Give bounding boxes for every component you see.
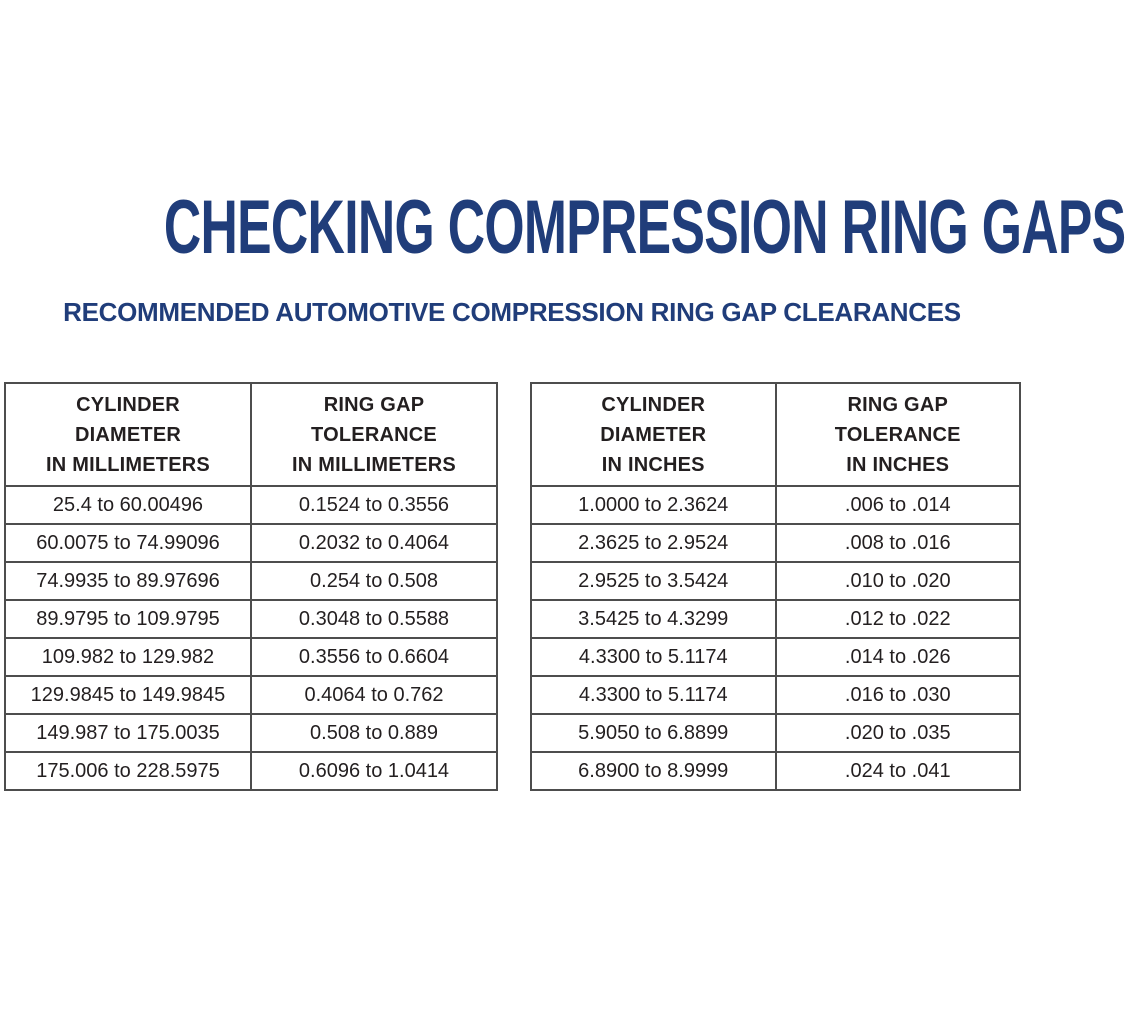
table-row: [531, 524, 1020, 562]
table-row: [531, 714, 1020, 752]
table-cell: 109.982 to 129.982: [5, 638, 251, 676]
table-row: [5, 562, 497, 600]
header-line: CYLINDER: [601, 393, 706, 416]
table-row: [531, 600, 1020, 638]
table-cell: 0.4064 to 0.762: [251, 676, 497, 714]
header-line: CYLINDER: [76, 393, 180, 416]
table-row: [5, 676, 497, 714]
table-row: [5, 638, 497, 676]
table-cell: 4.3300 to 5.1174: [531, 638, 776, 676]
header-line: DIAMETER: [74, 423, 182, 446]
header-cell: [5, 383, 251, 486]
header-line: TOLERANCE: [311, 423, 437, 446]
table-cell: .006 to .014: [776, 486, 1021, 524]
table-row: [531, 562, 1020, 600]
table-row: [5, 524, 497, 562]
ring-gap-table-millimeters: [4, 382, 498, 791]
table-cell: 25.4 to 60.00496: [5, 486, 251, 524]
table-cell: 0.3048 to 0.5588: [251, 600, 497, 638]
header-row: [531, 383, 1020, 486]
header-line: IN INCHES: [846, 453, 950, 476]
table-cell: 60.0075 to 74.99096: [5, 524, 251, 562]
table-row: [531, 486, 1020, 524]
page-title: CHECKING COMPRESSION RING GAPS: [163, 185, 1125, 270]
table-cell: .024 to .041: [776, 752, 1021, 790]
table-cell: 0.6096 to 1.0414: [251, 752, 497, 790]
header-line: DIAMETER: [600, 423, 707, 446]
table-cell: 0.508 to 0.889: [251, 714, 497, 752]
table-cell: 6.8900 to 8.9999: [531, 752, 776, 790]
table-cell: 0.1524 to 0.3556: [251, 486, 497, 524]
table-cell: .020 to .035: [776, 714, 1021, 752]
header-line: RING GAP: [323, 393, 425, 416]
table-cell: .016 to .030: [776, 676, 1021, 714]
page-subtitle: RECOMMENDED AUTOMOTIVE COMPRESSION RING GAP CLEARANCES: [63, 297, 961, 327]
header-line: IN MILLIMETERS: [292, 453, 456, 476]
table-row: [5, 752, 497, 790]
table-row: [5, 486, 497, 524]
table-cell: 3.5425 to 4.3299: [531, 600, 776, 638]
table-cell: .008 to .016: [776, 524, 1021, 562]
table-row: [5, 600, 497, 638]
table-cell: .012 to .022: [776, 600, 1021, 638]
table-cell: 89.9795 to 109.9795: [5, 600, 251, 638]
table-cell: 2.9525 to 3.5424: [531, 562, 776, 600]
table-cell: 74.9935 to 89.97696: [5, 562, 251, 600]
table-cell: 175.006 to 228.5975: [5, 752, 251, 790]
table-cell: 4.3300 to 5.1174: [531, 676, 776, 714]
table-row: [531, 752, 1020, 790]
table-cell: 0.254 to 0.508: [251, 562, 497, 600]
table-row: [531, 638, 1020, 676]
header-cell: [776, 383, 1021, 486]
table-row: [531, 676, 1020, 714]
header-cell: [251, 383, 497, 486]
header-line: IN INCHES: [601, 453, 705, 476]
table-cell: 2.3625 to 2.9524: [531, 524, 776, 562]
table-cell: 0.2032 to 0.4064: [251, 524, 497, 562]
table-cell: .010 to .020: [776, 562, 1021, 600]
header-line: TOLERANCE: [834, 423, 961, 446]
header-row: [5, 383, 497, 486]
table-cell: 0.3556 to 0.6604: [251, 638, 497, 676]
header-line: IN MILLIMETERS: [46, 453, 210, 476]
table-row: [5, 714, 497, 752]
table-cell: 5.9050 to 6.8899: [531, 714, 776, 752]
ring-gap-table-inches: [530, 382, 1021, 791]
header-line: RING GAP: [847, 393, 948, 416]
header-cell: [531, 383, 776, 486]
table-cell: 1.0000 to 2.3624: [531, 486, 776, 524]
table-cell: .014 to .026: [776, 638, 1021, 676]
table-cell: 129.9845 to 149.9845: [5, 676, 251, 714]
table-cell: 149.987 to 175.0035: [5, 714, 251, 752]
